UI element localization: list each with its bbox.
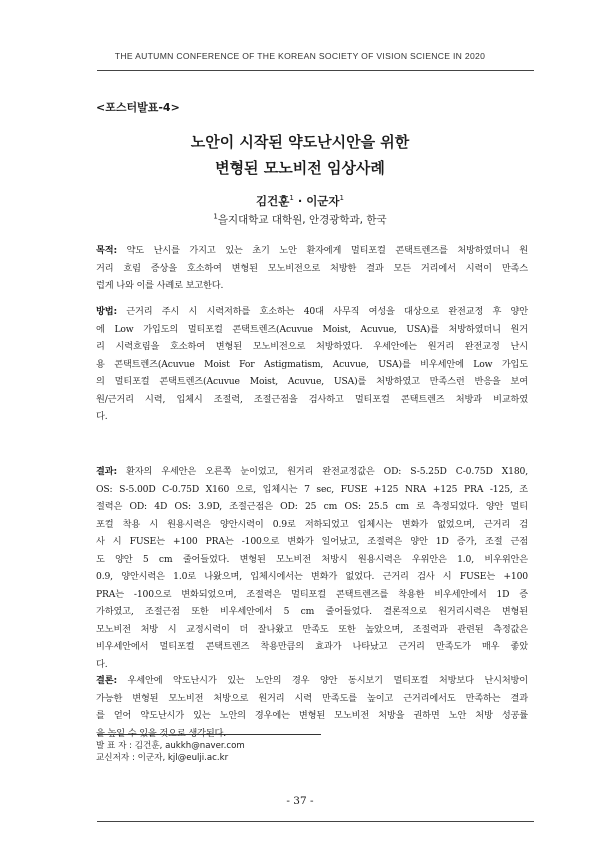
corresponding-author-footnote: 교신저자 : 이군자, kjl@eulji.ac.kr — [96, 753, 229, 763]
results-line: PRA는 -100으로 변화되었으며, 조절력은 멀티포컬 콘택트렌즈를 착용한 비우세안에서 1D 증 — [96, 588, 528, 600]
footnote-rule — [97, 734, 321, 735]
author-separator: · — [297, 194, 303, 208]
results-line: 가하였고, 조절근점 또한 비우세안에서 5 cm 줄어들었다. 결론적으로 원거리시력은 변형된 — [96, 606, 528, 617]
affiliation-mark: 1 — [213, 212, 218, 221]
results-label: 결과: — [96, 466, 117, 477]
conclusion-line: 을 높일 수 있을 것으로 생각된다. — [96, 727, 227, 739]
method-line: 다. — [96, 411, 108, 422]
results-line: 절력은 OD: 4D OS: 3.9D, 조절근점은 OD: 25 cm OS: 25.5 cm 로 측정되었다. 양안 멀티 — [96, 501, 528, 512]
authors — [0, 193, 600, 209]
author-2: 이군자 — [306, 194, 340, 208]
conclusion-line: 를 얻어 약도난시가 있는 노안의 경우에는 변형된 모노비전 처방을 권하면 노안 처방 성공률 — [96, 710, 528, 721]
method-line: 원/근거리 시력, 입체시 조절력, 조절근점을 검사하고 멀티포컬 콘택트렌즈 처방과 비교하였 — [96, 393, 528, 405]
author-2-affil-mark: 1 — [339, 194, 344, 203]
purpose-line: 약도 난시를 가지고 있는 초기 노안 환자에게 멀티포컬 콘택트렌즈를 처방하였더니 원 — [116, 245, 528, 256]
results-line: 환자의 우세안은 오른쪽 눈이었고, 원거리 완전교정값은 OD: S-5.25D C-0.75D X180, — [116, 466, 528, 477]
conclusion-label: 결론: — [96, 675, 117, 686]
method-line: 리 시력흐림을 호소하여 변형된 모노비전으로 처방하였다. 우세안에는 원거리 완전교정 난시 — [96, 341, 528, 352]
author-1-affil-mark: 1 — [289, 194, 294, 203]
affiliation — [0, 212, 600, 227]
results-line: 모노비전 처방 시 교정시력이 더 잘나왔고 만족도 또한 높았으며, 조절력과 관련된 측정값은 — [96, 623, 528, 635]
presenter-footnote: 발 표 자 : 김건훈, aukkh@naver.com — [96, 741, 245, 751]
results-line: 비우세안에서 멀티포컬 콘택트렌즈 착용만큼의 효과가 나타났고 근거리 만족도가 매우 좋았 — [96, 641, 528, 652]
results-line: 도 양안 5 cm 줄어들었다. 변형된 모노비전 처방시 원용시력은 우위안은 1.0, 비우위안은 — [96, 553, 528, 565]
page-number: - 37 - — [286, 795, 314, 807]
method-line: 의 멀티포컬 콘택트렌즈(Acuvue Moist, Acuvue, USA)를 처방하였고 만족스런 반응을 보여 — [96, 376, 528, 387]
title-line-2: 변형된 모노비전 임상사례 — [215, 159, 385, 177]
purpose-label: 목적: — [96, 245, 117, 256]
poster-badge: <포스터발표-4> — [96, 101, 180, 114]
title-line-1: 노안이 시작된 약도난시안을 위한 — [190, 133, 410, 151]
method-label: 방법: — [96, 306, 117, 317]
results-section — [96, 463, 528, 673]
purpose-line: 럽게 나와 이를 사례로 보고한다. — [96, 280, 224, 291]
conclusion-line: 가능한 변형된 모노비전 처방으로 원거리 시력 만족도를 높이고 근거리에서도 만족하는 결과 — [96, 692, 528, 704]
method-line: 에 Low 가입도의 멀티포컬 콘택트렌즈(Acuvue Moist, Acuvue, USA)를 처방하였더니 원거 — [96, 323, 528, 335]
purpose-line: 거리 흐림 증상을 호소하여 변형된 모노비전으로 처방한 결과 모든 거리에서 시력이 만족스 — [96, 262, 528, 274]
method-section — [96, 303, 528, 426]
method-line: 근거리 주시 시 시력저하를 호소하는 40대 사무직 여성을 대상으로 완전교정 후 양안 — [116, 306, 528, 317]
results-line: 다. — [96, 658, 108, 670]
results-line: 0.9, 양안시력은 1.0로 나왔으며, 입체시에서는 변화가 없었다. 근거리 검사 시 FUSE는 +100 — [96, 571, 528, 582]
results-line: 사 시 FUSE는 +100 PRA는 -100으로 변화가 일어났고, 조절력은 양안 1D 증가, 조절 근점 — [96, 536, 528, 547]
conclusion-section — [96, 672, 528, 742]
results-line: 포컬 착용 시 원용시력은 양안시력이 0.9로 저하되었고 입체시는 변화가 없었으며, 근거리 검 — [96, 518, 528, 530]
conclusion-line: 우세안에 약도난시가 있는 노안의 경우 양안 동시보기 멀티포컬 처방보다 난시처방이 — [116, 675, 528, 686]
purpose-section — [96, 242, 528, 295]
header-rule — [97, 70, 534, 71]
results-line: OS: S-5.00D C-0.75D X160 으로, 입체시는 7 sec, FUSE +125 NRA +125 PRA -125, 조 — [96, 483, 528, 495]
method-line: 용 콘택트렌즈(Acuvue Moist For Astigmatism, Acuvue, USA)를 비우세안에 Low 가입도 — [96, 358, 528, 370]
footer-rule — [97, 821, 534, 822]
affiliation-text: 을지대학교 대학원, 안경광학과, 한국 — [217, 214, 387, 226]
author-1: 김건훈 — [256, 194, 290, 208]
conference-header: THE AUTUMN CONFERENCE OF THE KOREAN SOCIETY OF VISION SCIENCE IN 2020 — [114, 51, 486, 61]
